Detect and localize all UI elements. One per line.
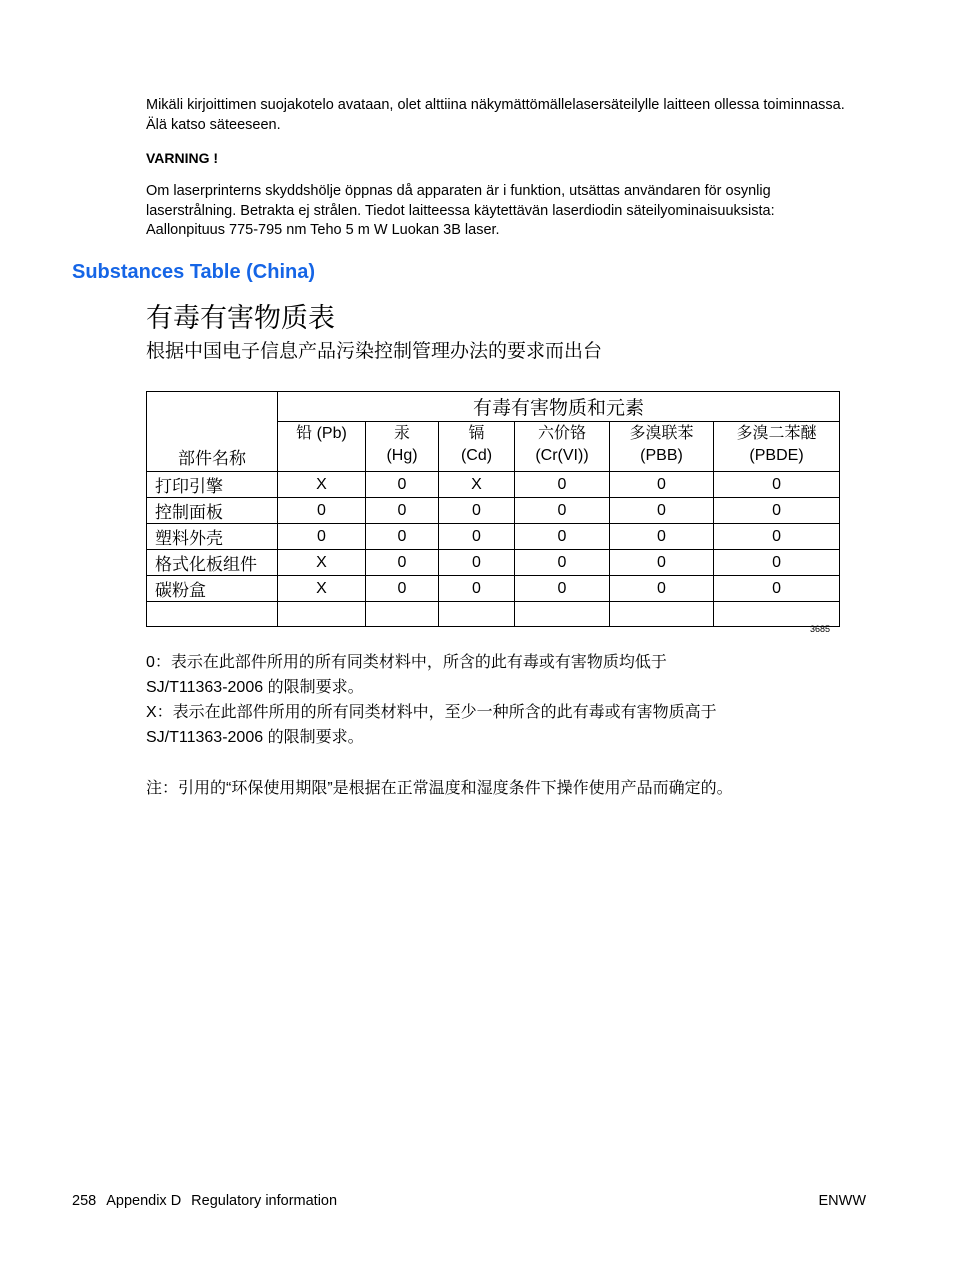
- value-cell: 0: [610, 576, 714, 602]
- column-header-crvi: 六价铬 (Cr(VI)): [515, 422, 610, 472]
- value-cell: 0: [714, 576, 840, 602]
- substances-table: [146, 391, 840, 627]
- note-zero: [146, 650, 846, 700]
- chinese-table-subtitle: 根据中国电子信息产品污染控制管理办法的要求而出台: [146, 340, 603, 362]
- value-cell: 0: [515, 550, 610, 576]
- value-cell: 0: [515, 524, 610, 550]
- value-cell: 0: [515, 472, 610, 498]
- footnote: 注：引用的“环保使用期限”是根据在正常温度和湿度条件下操作使用产品而确定的。: [146, 780, 733, 797]
- value-cell: 0: [366, 550, 439, 576]
- column-header-cd: 镉 (Cd): [439, 422, 515, 472]
- value-cell: 0: [714, 524, 840, 550]
- table-row: [147, 498, 840, 524]
- value-cell: X: [278, 472, 366, 498]
- part-name-cell: 控制面板: [147, 498, 278, 524]
- table-row-empty: [147, 602, 840, 627]
- table-header-row: [147, 392, 840, 422]
- part-name-cell: 格式化板组件: [147, 550, 278, 576]
- value-cell: 0: [515, 498, 610, 524]
- chinese-table-title: 有毒有害物质表: [146, 303, 335, 334]
- part-name-cell: [147, 602, 278, 627]
- substances-table-container: [146, 391, 839, 621]
- section-title: Substances Table (China): [72, 261, 316, 283]
- part-name-cell: 打印引擎: [147, 472, 278, 498]
- value-cell: 0: [366, 576, 439, 602]
- table-row: [147, 550, 840, 576]
- page-footer-left: [72, 1193, 337, 1209]
- finnish-warning-paragraph: Mikäli kirjoittimen suojakotelo avataan, olet alttiina näkymättömällelasersäteilylle laitteen ollessa toiminnassa. Älä katso säteeseen.: [146, 97, 845, 133]
- table-row: [147, 524, 840, 550]
- value-cell: [278, 602, 366, 627]
- value-cell: 0: [439, 576, 515, 602]
- value-cell: [610, 602, 714, 627]
- swedish-warning-heading: VARNING !: [146, 150, 219, 166]
- value-cell: 0: [366, 524, 439, 550]
- value-cell: 0: [610, 498, 714, 524]
- value-cell: 0: [278, 498, 366, 524]
- swedish-warning-paragraph: Om laserprinterns skyddshölje öppnas då apparaten är i funktion, utsättas användaren för osynlig laserstrålning. Betrakta ej strålen. Tiedot laitteessa käytettävän laserdiodin säteilyominaisuuksista: Aallonpituus 775-795 nm Teho 5 m W Luokan 3B laser.: [146, 183, 775, 238]
- part-name-header: 部件名称: [147, 392, 278, 472]
- footer-section: Regulatory information: [191, 1193, 338, 1209]
- footer-chapter: Appendix D: [106, 1193, 182, 1209]
- note-x: [146, 700, 846, 750]
- table-row: [147, 472, 840, 498]
- value-cell: [714, 602, 840, 627]
- note-zero-line1: 0：表示在此部件所用的所有同类材料中，所含的此有毒或有害物质均低于: [146, 654, 667, 671]
- value-cell: X: [278, 550, 366, 576]
- value-cell: 0: [366, 472, 439, 498]
- value-cell: 0: [439, 498, 515, 524]
- value-cell: X: [439, 472, 515, 498]
- value-cell: 0: [714, 550, 840, 576]
- value-cell: [439, 602, 515, 627]
- column-header-pbde: 多溴二苯醚 (PBDE): [714, 422, 840, 472]
- value-cell: 0: [366, 498, 439, 524]
- value-cell: [515, 602, 610, 627]
- value-cell: 0: [610, 472, 714, 498]
- note-zero-line2: SJ/T11363-2006 的限制要求。: [146, 679, 364, 696]
- substances-group-header: 有毒有害物质和元素: [278, 392, 840, 422]
- table-row: [147, 576, 840, 602]
- column-header-pbb: 多溴联苯 (PBB): [610, 422, 714, 472]
- value-cell: 0: [439, 550, 515, 576]
- value-cell: 0: [439, 524, 515, 550]
- value-cell: [366, 602, 439, 627]
- page-footer-right: ENWW: [818, 1193, 866, 1209]
- value-cell: 0: [278, 524, 366, 550]
- column-header-hg: 汞 (Hg): [366, 422, 439, 472]
- part-name-cell: 碳粉盒: [147, 576, 278, 602]
- value-cell: 0: [714, 472, 840, 498]
- value-cell: 0: [515, 576, 610, 602]
- part-name-cell: 塑料外壳: [147, 524, 278, 550]
- note-x-line1: X：表示在此部件所用的所有同类材料中，至少一种所含的此有毒或有害物质高于: [146, 704, 717, 721]
- column-header-pb: 铅 (Pb): [278, 422, 366, 472]
- value-cell: X: [278, 576, 366, 602]
- note-x-line2: SJ/T11363-2006 的限制要求。: [146, 729, 364, 746]
- page-number: 258: [72, 1193, 97, 1209]
- value-cell: 0: [610, 550, 714, 576]
- figure-number: 3685: [810, 624, 831, 634]
- value-cell: 0: [610, 524, 714, 550]
- value-cell: 0: [714, 498, 840, 524]
